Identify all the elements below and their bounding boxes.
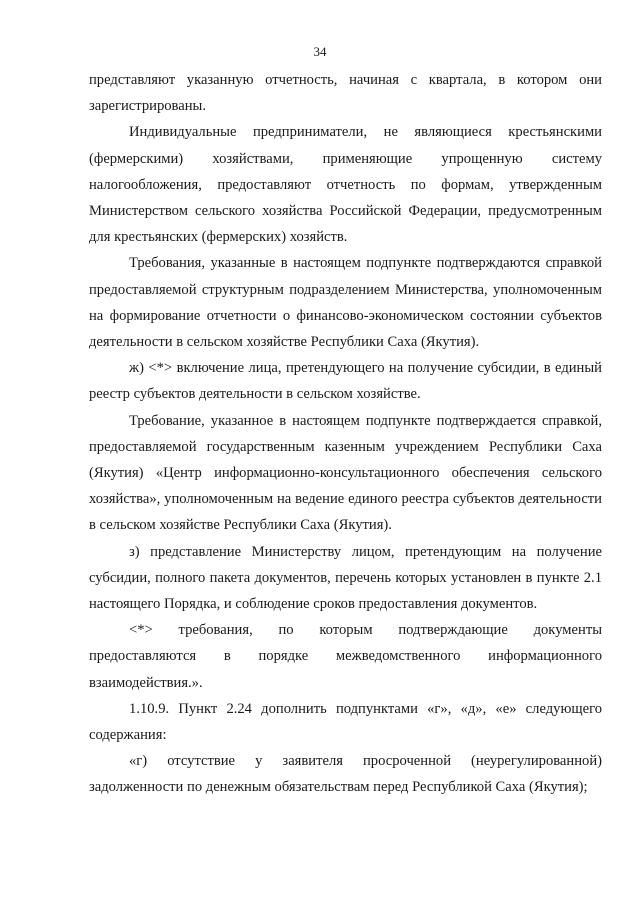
paragraph-clause-1-10-9: 1.10.9. Пункт 2.24 дополнить подпунктами «г», «д», «е» следующего содержания: xyxy=(89,700,602,744)
paragraph-item-z: з) представление Министерству лицом, претендующим на получение субсидии, полного пакета документов, перечень которых установлен в пункте 2.1 настоящего Порядка, и соблюдение сроков предоставления документов. xyxy=(89,543,602,613)
paragraph-continuation: представляют указанную отчетность, начиная с квартала, в котором они зарегистрированы. xyxy=(89,72,602,115)
document-body xyxy=(89,67,602,801)
paragraph-footnote: <*> требования, по которым подтверждающие документы предоставляются в порядке межведомственного информационного взаимодействия.». xyxy=(89,622,602,691)
paragraph-item-zh: ж) <*> включение лица, претендующего на получение субсидии, в единый реестр субъектов деятельности в сельском хозяйстве. xyxy=(89,360,602,403)
paragraph-item-g: «г) отсутствие у заявителя просроченной (неурегулированной) задолженности по денежным обязательствам перед Республикой Саха (Якутия); xyxy=(89,753,602,796)
page-number: 34 xyxy=(313,44,327,59)
paragraph-individual-entrepreneurs: Индивидуальные предприниматели, не являющиеся крестьянскими (фермерскими) хозяйствами, применяющие упрощенную систему налогообложения, предоставляют отчетность по формам, утвержденным Министерством сельского хозяйства Российской Федерации, предусмотренным для крестьянских (фермерских) хозяйств. xyxy=(89,124,602,246)
paragraph-requirements-certificate: Требования, указанные в настоящем подпункте подтверждаются справкой предоставляемой структурным подразделением Министерства, уполномоченным на формирование отчетности о финансово-экономическом состоянии субъектов деятельности в сельском хозяйстве Республики Саха (Якутия). xyxy=(89,255,602,351)
paragraph-requirement-registry: Требование, указанное в настоящем подпункте подтверждается справкой, предоставляемой государственным казенным учреждением Республики Саха (Якутия) «Центр информационно-консультационного обеспечения сельского хозяйства», уполномоченным на ведение единого реестра субъектов деятельности в сельском хозяйстве Республики Саха (Якутия). xyxy=(89,412,602,534)
